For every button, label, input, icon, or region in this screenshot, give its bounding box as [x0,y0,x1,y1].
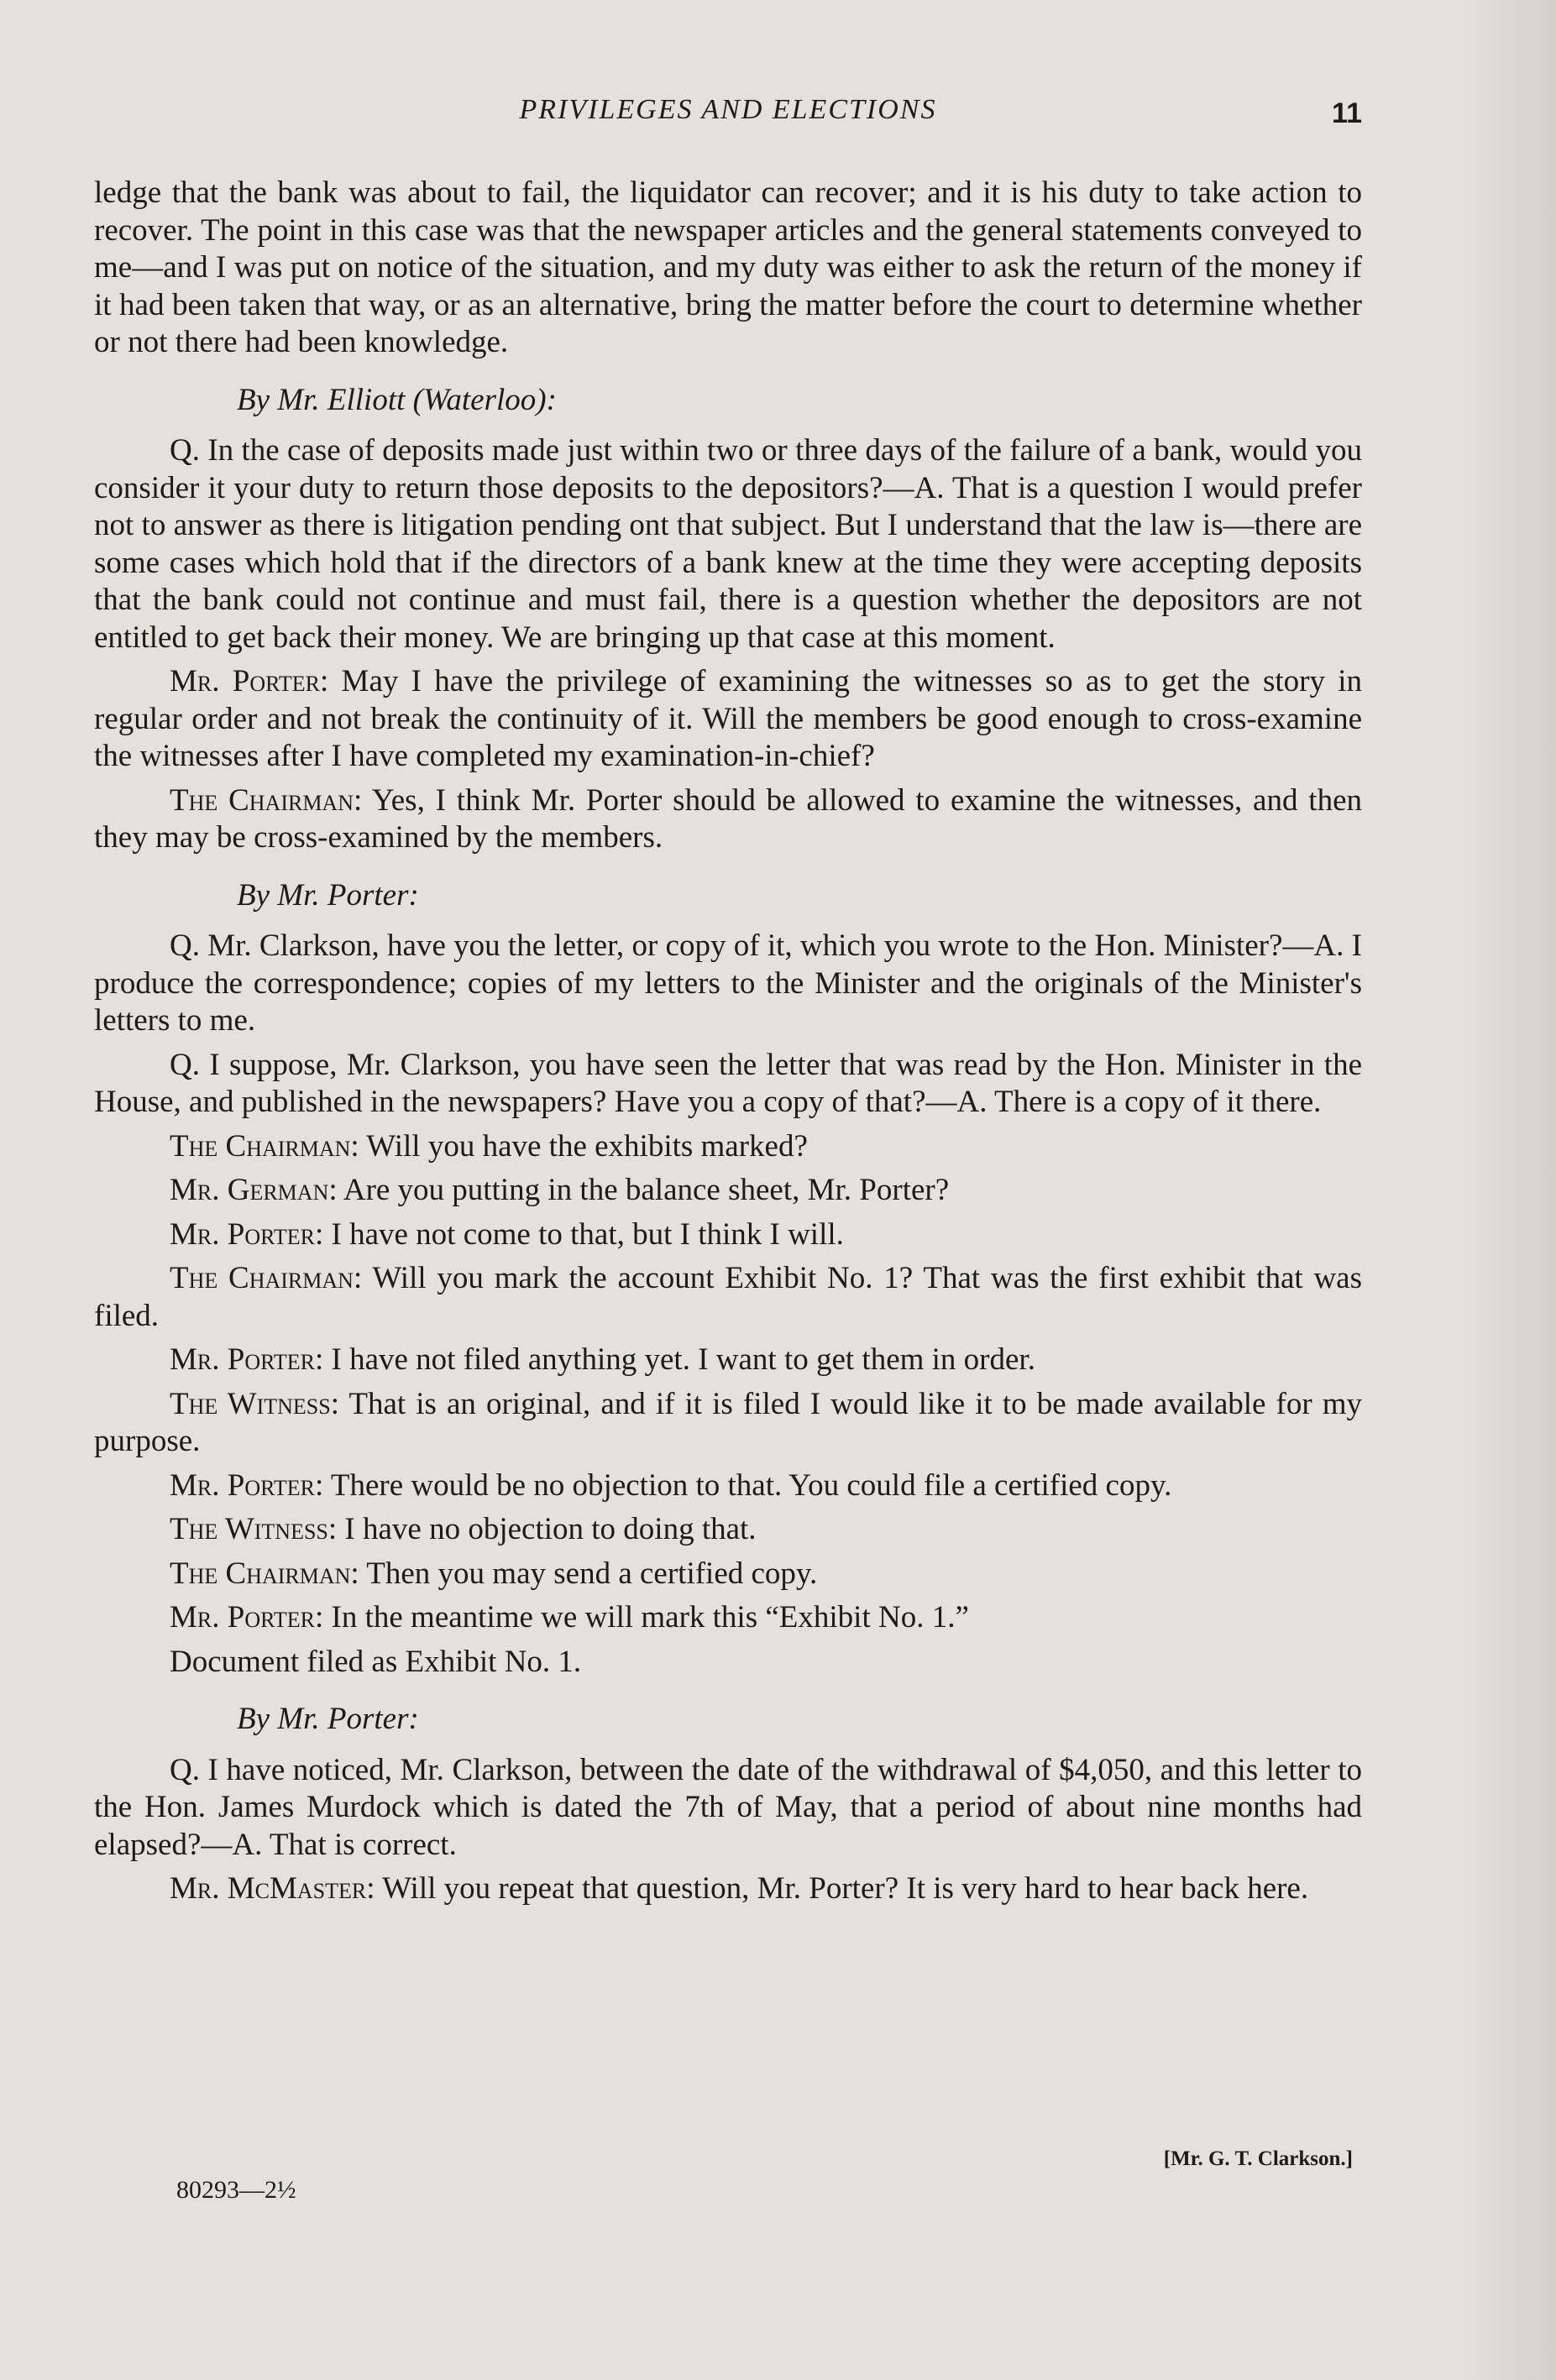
speaker-paragraph [94,782,1362,857]
running-header [94,94,1362,144]
speech-text: : Will you have the exhibits marked? [350,1128,808,1164]
speaker-name: Mr. Porter [170,1600,315,1635]
speaker-name: The Chairman [170,1128,351,1164]
speaker-paragraph [94,1342,1362,1379]
speech-text: : Are you putting in the balance sheet, Mr. Porter? [328,1173,950,1207]
speech-text: : That is an original, and if it is filed I would like it to be made available for my purpose. [94,1386,1362,1458]
examiner-heading: By Mr. Elliott (Waterloo): [237,382,557,417]
speech-text: : There would be no objection to that. You could file a certified copy. [314,1467,1172,1503]
speech-text: : Will you mark the account Exhibit No. 1? That was the first exhibit that was filed. [94,1261,1362,1333]
speaker-name: The Witness [170,1512,328,1546]
examiner-heading: By Mr. Porter: [237,877,419,913]
speech-text: : I have not filed anything yet. I want to get them in order. [314,1342,1035,1377]
question-answer-paragraph: Q. Mr. Clarkson, have you the letter, or copy of it, which you wrote to the Hon. Minister?—A. I produce the correspondence; copies of my letters to the Minister and the originals of the Minister's letters to me. [94,928,1362,1038]
speaker-name: Mr. German [170,1173,329,1207]
speech-text: : Will you repeat that question, Mr. Porter? It is very hard to hear back here. [366,1871,1309,1906]
speaker-paragraph [94,1870,1362,1908]
speaker-paragraph [94,1216,1362,1254]
speech-text: : I have no objection to doing that. [327,1512,757,1546]
question-answer-paragraph: Q. I have noticed, Mr. Clarkson, between the date of the withdrawal of $4,050, and this letter to the Hon. James Murdock which is dated the 7th of May, that a period of about nine months had elapsed?—A. That is correct. [94,1752,1362,1862]
page-number: 11 [1332,97,1362,129]
speaker-paragraph [94,1386,1362,1461]
speaker-paragraph [94,1511,1362,1549]
document-body [94,175,1362,1915]
speaker-paragraph [94,1128,1362,1166]
speech-text: : Yes, I think Mr. Porter should be allowed to examine the witnesses, and then they may be cross-examined by the members. [94,782,1362,855]
speech-text: : In the meantime we will mark this “Exhibit No. 1.” [314,1600,969,1635]
speaker-name: The Chairman [170,782,354,818]
speaker-paragraph [94,1556,1362,1593]
continued-paragraph: ledge that the bank was about to fail, the liquidator can recover; and it is his duty to take action to recover. The point in this case was that the newspaper articles and the general statements conveyed to me—and I was put on notice of the situation, and my duty was either to ask the return of the money if it had been taken that way, or as an alternative, bring the matter before the court to determine whether or not there had been knowledge. [94,175,1362,359]
print-code: 80293—2½ [176,2176,296,2204]
speaker-name: Mr. Porter [170,664,320,698]
speaker-paragraph [94,1260,1362,1335]
speaker-name: The Chairman [170,1556,351,1591]
speaker-paragraph [94,1172,1362,1210]
question-answer-paragraph: Q. In the case of deposits made just within two or three days of the failure of a bank, would you consider it your duty to return those deposits to the depositors?—A. That is a question I would prefer not to answer as there is litigation pending ont that subject. But I understand that the law is—there are some cases which hold that if the directors of a bank knew at the time they were accepting deposits that the bank could not continue and must fail, there is a question whether the depositors are not entitled to get back their money. We are bringing up that case at this moment. [94,433,1362,655]
speaker-paragraph [94,1599,1362,1637]
speaker-name: Mr. Porter [170,1467,315,1503]
speech-text: : Then you may send a certified copy. [350,1556,818,1591]
speech-text: : May I have the privilege of examining the witnesses so as to get the story in regular order and not break the continuity of it. Will the members be good enough to cross-examine the witnesses after I have completed my examination-in-chief? [94,664,1362,773]
speaker-paragraph [94,663,1362,776]
exhibit-note: Document filed as Exhibit No. 1. [170,1644,582,1679]
speaker-paragraph [94,1467,1362,1505]
speaker-name: The Witness [170,1386,331,1421]
speaker-name: Mr. Porter [170,1342,315,1377]
examiner-heading: By Mr. Porter: [237,1702,419,1736]
page-edge-shadow [1464,0,1556,2380]
speech-text: : I have not come to that, but I think I will. [314,1216,844,1252]
speaker-name: The Chairman [170,1261,354,1295]
running-title: PRIVILEGES AND ELECTIONS [519,94,937,125]
speaker-name: Mr. McMaster [170,1871,367,1906]
question-answer-paragraph: Q. I suppose, Mr. Clarkson, you have seen the letter that was read by the Hon. Minister in the House, and published in the newspapers? Have you a copy of that?—A. There is a copy of it there. [94,1047,1362,1119]
witness-note: [Mr. G. T. Clarkson.] [1163,2147,1353,2170]
speaker-name: Mr. Porter [170,1216,315,1252]
